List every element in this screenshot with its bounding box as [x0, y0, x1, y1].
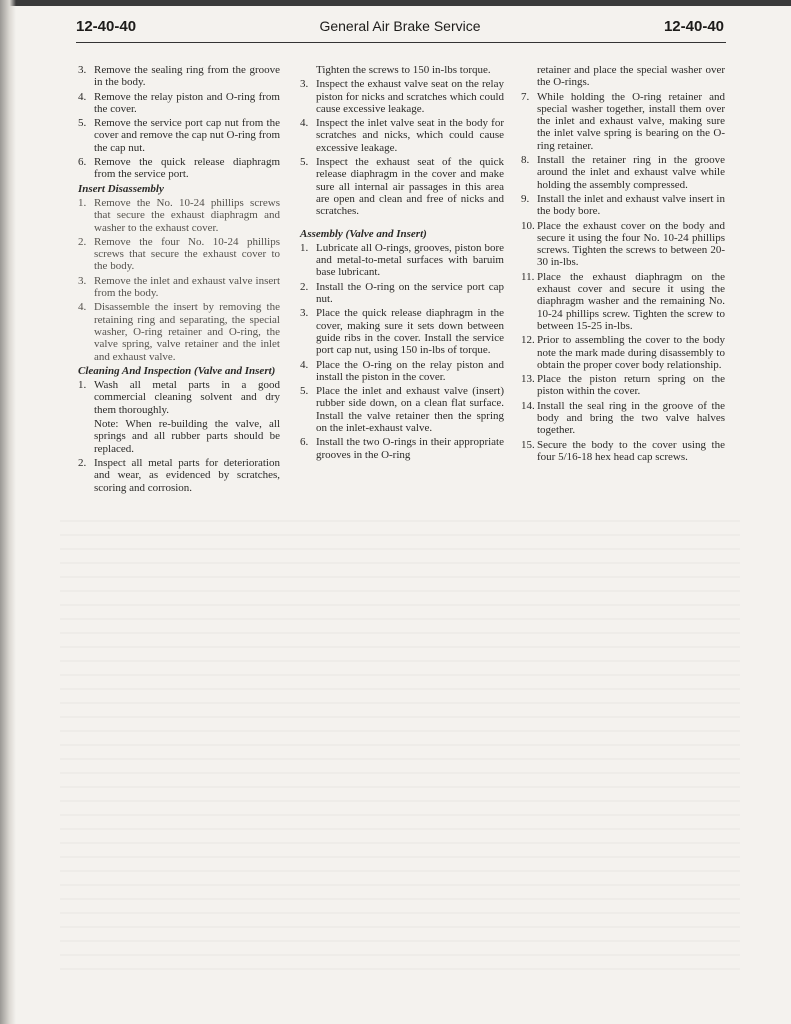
list-item: [521, 91, 725, 152]
list-item: [78, 197, 280, 234]
list-item: [300, 307, 504, 356]
item-number: 3.: [78, 64, 87, 76]
list-item: [78, 275, 280, 300]
item-text: Remove the four No. 10-24 phillips screws that secure the exhaust cover to the body.: [94, 235, 280, 273]
section-heading-assembly: Assembly (Valve and Insert): [300, 227, 427, 240]
item-text: Place the piston return spring on the piston within the cover.: [537, 373, 725, 398]
item-text: Inspect the exhaust valve seat on the relay piston for nicks and scratches which could cause excessive leakage.: [316, 78, 504, 115]
show-through-texture: [60, 520, 740, 980]
list-item: [78, 236, 280, 273]
list-item: [78, 117, 280, 154]
page-number-left: 12-40-40: [76, 18, 137, 35]
list-item: [78, 301, 280, 362]
list-item: [300, 385, 504, 434]
item-text: Inspect all metal parts for deterioration and wear, as evidenced by scratches, scoring and corrosion.: [94, 456, 280, 494]
item-text: Disassemble the insert by removing the retaining ring and separating, the special washer, O-ring retainer and O-ring, the valve spring, valve retainer and the inlet and exhaust valve.: [94, 301, 280, 363]
list-item: [78, 64, 280, 89]
item-text: Install the O-ring on the service port cap nut.: [316, 280, 504, 306]
item-text: Inspect the exhaust seat of the quick release diaphragm in the cover and make sure all internal air passages in this area are open and clean and free of nicks and scratches.: [316, 156, 504, 218]
item-text: Remove the inlet and exhaust valve insert from the body.: [94, 274, 280, 300]
item-number: 4.: [78, 90, 87, 103]
item-number: 8.: [521, 154, 530, 167]
list-item: [300, 359, 504, 384]
list-item: [521, 154, 725, 191]
item-number: 9.: [521, 192, 530, 205]
item-number: 6.: [300, 436, 309, 449]
scan-top-edge: [0, 0, 791, 6]
page-gutter-shadow: [0, 0, 16, 1024]
list-item: [521, 439, 725, 464]
list-item: [300, 242, 504, 279]
header-rule: [76, 42, 726, 43]
list-item: [521, 400, 725, 437]
item-number: 3.: [78, 274, 87, 287]
column-right: [521, 64, 725, 465]
list-item: [521, 334, 725, 371]
item-text: Lubricate all O-rings, grooves, piston bore and metal-to-metal surfaces with baruim base lubricant.: [316, 241, 504, 279]
item-text: Place the exhaust cover on the body and secure it using the four No. 10-24 phillips screws. Tighten the screws to between 20-30 in-lbs.: [537, 219, 725, 269]
item-number: 4.: [300, 117, 309, 130]
item-text: Wash all metal parts in a good commercial cleaning solvent and dry them thoroughly.: [94, 379, 280, 416]
item-number: 5.: [300, 385, 309, 398]
item-number: 12.: [521, 334, 535, 347]
item-number: 14.: [521, 399, 535, 412]
item-number: 5.: [300, 156, 309, 169]
list-item: [300, 281, 504, 306]
item-number: 1.: [300, 241, 309, 254]
item-text: Remove the No. 10-24 phillips screws that secure the exhaust diaphragm and washer to the exhaust cover.: [94, 196, 280, 234]
list-item: [78, 379, 280, 416]
item-number: 10.: [521, 219, 535, 232]
item-number: 2.: [78, 456, 87, 469]
item-number: 15.: [521, 438, 535, 451]
item-number: 3.: [300, 307, 309, 320]
section-heading-insert-disassembly: Insert Disassembly: [78, 182, 164, 195]
item-number: 7.: [521, 90, 530, 103]
page-title: General Air Brake Service: [319, 18, 481, 34]
list-item: [521, 271, 725, 332]
item-text: Install the retainer ring in the groove around the inlet and exhaust valve while holding the assembly compressed.: [537, 154, 725, 191]
note-text: Note: When re-building the valve, all springs and all rubber parts should be replaced.: [94, 418, 280, 455]
list-item: [300, 436, 504, 461]
list-item: [300, 156, 504, 217]
item-text: Place the O-ring on the relay piston and install the piston in the cover.: [316, 358, 504, 383]
page-number-right: 12-40-40: [663, 18, 724, 35]
list-item: [521, 373, 725, 398]
list-item: [78, 156, 280, 181]
item-text: Install the two O-rings in their appropriate grooves in the O-ring: [316, 436, 504, 461]
column-left: [78, 64, 280, 496]
list-item: [300, 78, 504, 115]
list-item: [78, 91, 280, 116]
column-middle: [300, 64, 504, 463]
list-item: [300, 117, 504, 154]
item-number: 2.: [78, 235, 87, 248]
page-header: [76, 16, 724, 42]
item-number: 13.: [521, 373, 535, 386]
section-heading-cleaning-inspection: Cleaning And Inspection (Valve and Insert): [78, 364, 276, 377]
list-item: [521, 220, 725, 269]
item-number: 2.: [300, 280, 309, 293]
item-text: Remove the sealing ring from the groove in the body.: [94, 64, 280, 89]
item-number: 5.: [78, 117, 87, 130]
item-text: Remove the quick release diaphragm from the service port.: [94, 156, 280, 181]
item-number: 6.: [78, 156, 87, 169]
continuation-text: Tighten the screws to 150 in-lbs torque.: [316, 64, 491, 76]
item-text: Install the seal ring in the groove of the body and bring the two valve halves together.: [537, 399, 725, 437]
item-number: 4.: [78, 301, 87, 314]
item-number: 1.: [78, 196, 87, 209]
item-number: 11.: [521, 270, 535, 283]
item-text: Place the inlet and exhaust valve (insert) rubber side down, on a clean flat surface. Install the valve retainer then the spring on the inlet-exhaust valve.: [316, 385, 504, 435]
item-text: Remove the relay piston and O-ring from the cover.: [94, 90, 280, 115]
item-text: Place the quick release diaphragm in the cover, making sure it sets down between guide ribs in the cover. Install the service port cap nut, using 150 in-lbs of torque.: [316, 307, 504, 357]
item-text: Prior to assembling the cover to the body note the mark made during disassembly to obtain the proper cover body relationship.: [537, 334, 725, 371]
item-number: 1.: [78, 379, 87, 392]
item-text: Remove the service port cap nut from the cover and remove the cap nut O-ring from the cap nut.: [94, 117, 281, 154]
item-text: Inspect the inlet valve seat in the body for scratches and nicks, which could cause excessive leakage.: [316, 117, 504, 154]
item-number: 3.: [300, 78, 309, 91]
item-text: Place the exhaust diaphragm on the exhaust cover and secure it using the diaphragm washer and the remaining No. 10-24 phillips screw. Tighten the screw to between 15-25 in-lbs.: [537, 270, 725, 332]
item-text: Install the inlet and exhaust valve insert in the body bore.: [537, 192, 725, 218]
list-item: [521, 193, 725, 218]
item-text: While holding the O-ring retainer and special washer together, install them over the inlet and exhaust valve, making sure the inlet valve spring is bearing on the O-ring retainer.: [537, 90, 725, 152]
item-number: 4.: [300, 358, 309, 371]
continuation-text: retainer and place the special washer over the O-rings.: [537, 64, 725, 89]
list-item: [78, 457, 280, 494]
item-text: Secure the body to the cover using the four 5/16-18 hex head cap screws.: [537, 438, 725, 463]
